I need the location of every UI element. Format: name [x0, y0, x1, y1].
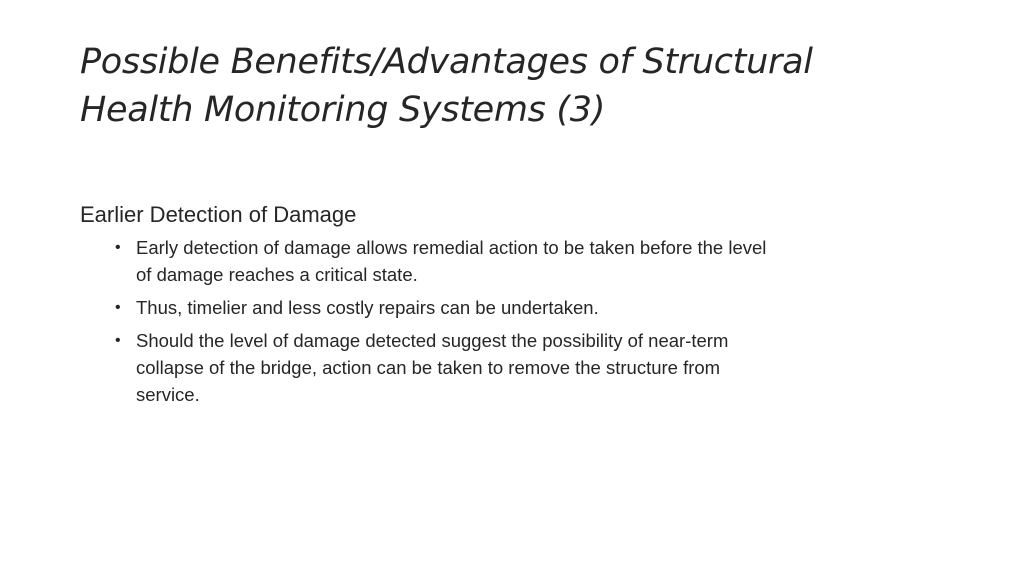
slide-title-line-2: Health Monitoring Systems (3): [80, 90, 606, 130]
bullet-item-2: [115, 294, 960, 321]
bullet-dot-icon: •: [115, 299, 121, 316]
bullet-item-3: [115, 327, 960, 408]
slide-title-line-1: Possible Benefits/Advantages of Structural: [80, 42, 813, 82]
bullet-dot-icon: •: [115, 239, 121, 256]
bullet-dot-icon: •: [115, 332, 121, 349]
bullet-item-1: [115, 234, 960, 288]
slide-title: [80, 38, 960, 134]
bullet-text: [136, 294, 960, 321]
section-heading: Earlier Detection of Damage: [80, 202, 357, 227]
bullet-line: collapse of the bridge, action can be taken to remove the structure from: [136, 357, 721, 378]
bullet-text: [136, 327, 960, 408]
slide-content: [80, 200, 960, 414]
bullet-line: of damage reaches a critical state.: [136, 264, 418, 285]
bullet-line: Early detection of damage allows remedial action to be taken before the level: [136, 237, 767, 258]
bullet-text: [136, 234, 960, 288]
bullet-list: [80, 234, 960, 408]
bullet-line: Thus, timelier and less costly repairs can be undertaken.: [136, 297, 599, 318]
bullet-line: service.: [136, 384, 200, 405]
bullet-line: Should the level of damage detected suggest the possibility of near-term: [136, 330, 729, 351]
